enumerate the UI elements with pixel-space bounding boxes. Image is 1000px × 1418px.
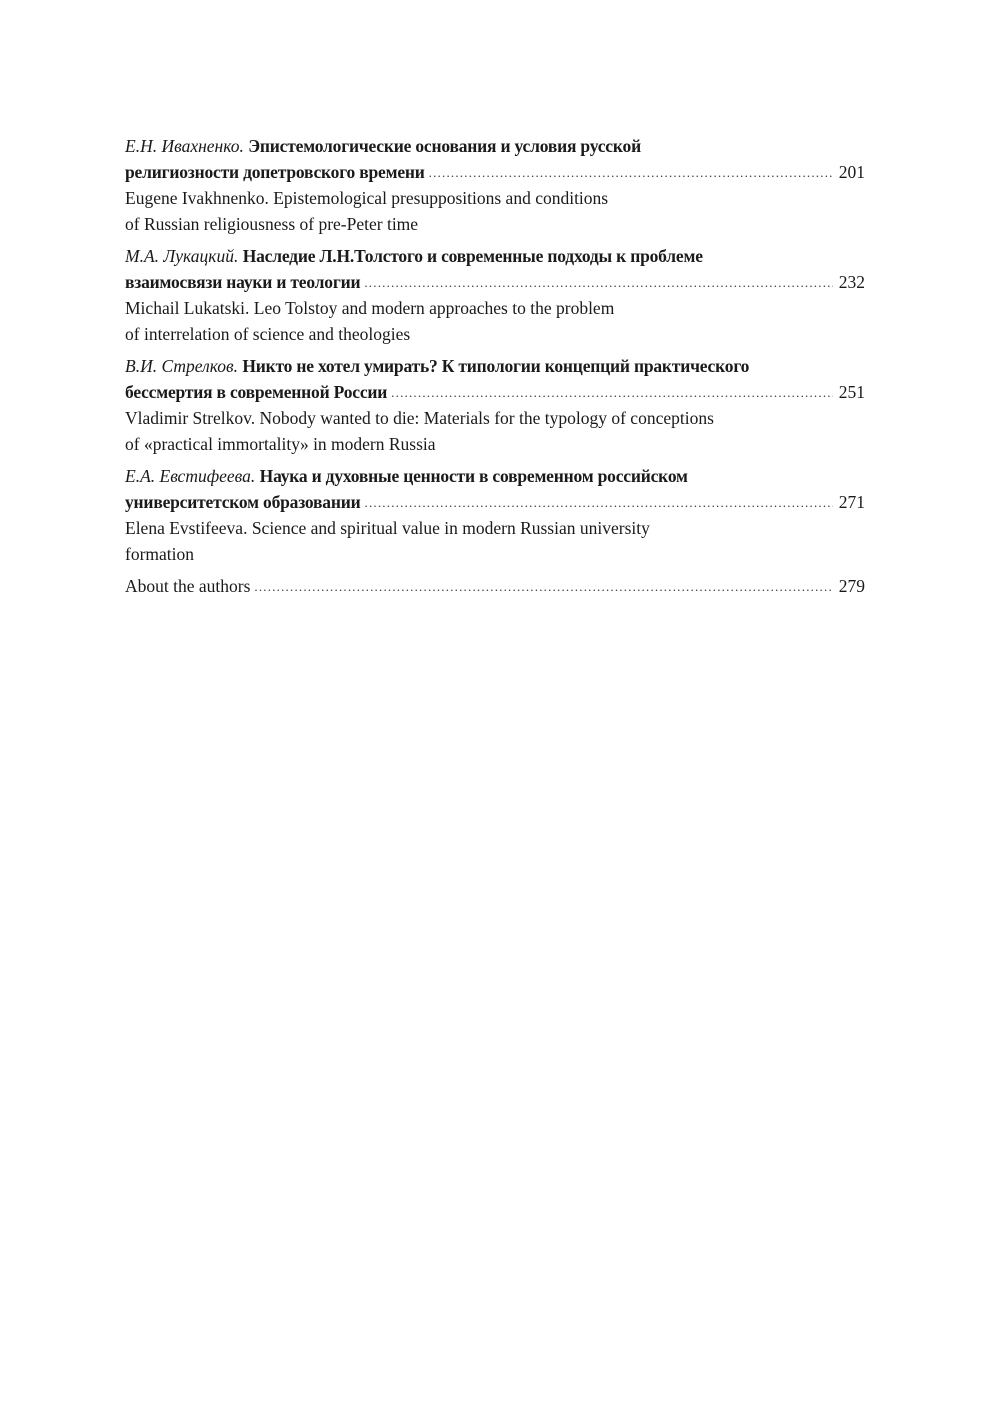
title-ru-continued: религиозности допетровского времени (125, 161, 425, 182)
author-name-ru: В.И. Стрелков. (125, 356, 238, 376)
title-en: Michail Lukatski. Leo Tolstoy and modern approaches to the problem (125, 298, 615, 318)
title-en: Elena Evstifeeva. Science and spiritual value in modern Russian university (125, 518, 650, 538)
entry-leader-line (125, 574, 865, 601)
author-name-ru: Е.А. Евстифеева. (125, 466, 256, 486)
title-en-continued: of «practical immortality» in modern Russia (125, 433, 436, 454)
author-name-ru: М.А. Лукацкий. (125, 246, 239, 266)
entry-leader-line (125, 490, 865, 517)
about-authors-label: About the authors (125, 576, 251, 596)
toc-entry[interactable] (125, 464, 865, 567)
title-ru: Никто не хотел умирать? К типологии концепций практического (242, 356, 750, 376)
toc-entry[interactable] (125, 244, 865, 347)
entry-leader-line (125, 380, 865, 407)
toc-entry[interactable] (125, 354, 865, 457)
dot-leader (254, 574, 832, 600)
title-ru: Наука и духовные ценности в современном российском (259, 466, 688, 486)
title-ru-continued: бессмертия в современной России (125, 381, 388, 402)
entry-leader-line (125, 160, 865, 187)
page-number[interactable]: 279 (838, 576, 865, 596)
author-name-ru: Е.Н. Ивахненко. (125, 136, 244, 156)
entry-first-line (125, 134, 865, 160)
entry-leader-line (125, 270, 865, 297)
entry-first-line (125, 464, 865, 490)
entry-first-line (125, 244, 865, 270)
title-en-continued: of Russian religiousness of pre-Peter time (125, 213, 419, 234)
page-number[interactable]: 201 (838, 161, 865, 182)
toc-entry[interactable] (125, 134, 865, 237)
title-ru-continued: взаимосвязи науки и теологии (125, 271, 361, 292)
dot-leader (391, 380, 833, 406)
page-number[interactable]: 251 (838, 381, 865, 402)
toc-entry-about-authors[interactable] (125, 574, 865, 601)
title-en-continued: formation (125, 543, 195, 564)
entry-first-line (125, 354, 865, 380)
title-ru: Наследие Л.Н.Толстого и современные подходы к проблеме (242, 246, 703, 266)
title-en-continued: of interrelation of science and theologies (125, 323, 411, 344)
page-number[interactable]: 271 (838, 491, 865, 512)
title-ru: Эпистемологические основания и условия русской (248, 136, 641, 156)
dot-leader (364, 270, 832, 296)
dot-leader (365, 490, 833, 516)
dot-leader (429, 160, 833, 186)
title-ru-continued: университетском образовании (125, 491, 361, 512)
table-of-contents (125, 134, 865, 608)
title-en: Eugene Ivakhnenko. Epistemological presuppositions and conditions (125, 188, 609, 208)
page-number[interactable]: 232 (838, 271, 865, 292)
title-en: Vladimir Strelkov. Nobody wanted to die: Materials for the typology of conceptions (125, 408, 714, 428)
